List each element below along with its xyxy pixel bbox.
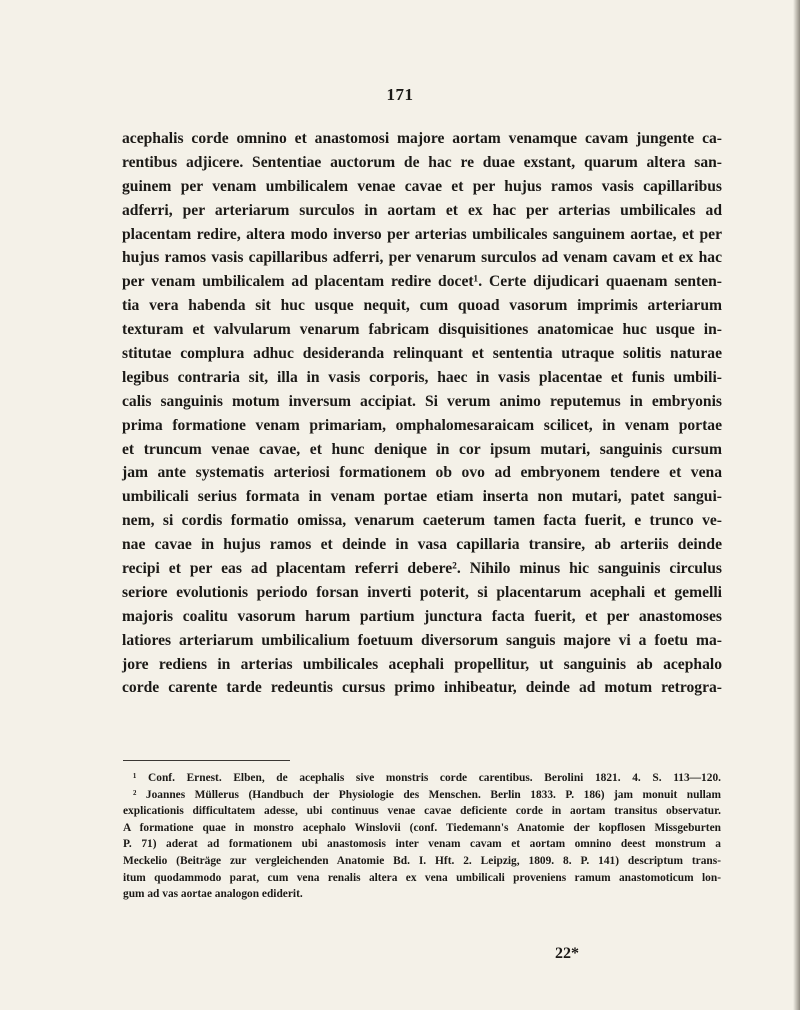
body-line: seriore evolutionis periodo forsan inverti poterit, si placentarum acephali et gemelli xyxy=(122,583,722,601)
footnote-line: gum ad vas aortae analogon ediderit. xyxy=(123,888,303,901)
page-edge-shadow xyxy=(793,0,800,1010)
body-line: jam ante systematis arteriosi formationem ob ovo ad embryonem tendere et vena xyxy=(122,464,722,482)
body-line: prima formatione venam primariam, omphalomesaraicam scilicet, in venam portae xyxy=(122,416,722,434)
footnote-line: itum quodammodo parat, cum vena renalis altera ex vena umbilicali proveniens ramum anastomoticum lon- xyxy=(123,871,721,884)
body-line: hujus ramos vasis capillaribus adferri, per venarum surculos ad venam cavam et ex hac xyxy=(122,249,722,267)
body-line: per venam umbilicalem ad placentam redire docet¹. Certe dijudicari quaenam senten- xyxy=(122,273,722,291)
body-line: texturam et valvularum venarum fabricam disquisitiones anatomicae huc usque in- xyxy=(122,321,722,339)
body-line: adferri, per arteriarum surculos in aortam et ex hac per arterias umbilicales ad xyxy=(122,201,722,219)
body-line: acephalis corde omnino et anastomosi majore aortam venamque cavam jungente ca- xyxy=(122,130,722,147)
footnote-line: ¹ Conf. Ernest. Elben, de acephalis sive monstris corde carentibus. Berolini 1821. 4. S. 113—120. xyxy=(133,772,721,784)
footnote-line: P. 71) aderat ad formationem ubi anastomosis inter venam cavam et aortam omnino deest monstrum a xyxy=(123,838,721,851)
body-line: et truncum venae cavae, et hunc denique in cor ipsum mutari, sanguinis cursum xyxy=(122,440,722,458)
body-line: nae cavae in hujus ramos et deinde in vasa capillaria transire, ab arteriis deinde xyxy=(122,536,722,554)
body-line: corde carente tarde redeuntis cursus primo inhibeatur, deinde ad motum retrogra- xyxy=(122,679,722,697)
body-line: legibus contraria sit, illa in vasis corporis, haec in vasis placentae et funis umbili- xyxy=(122,368,722,386)
body-line: placentam redire, altera modo inverso per arterias umbilicales sanguinem aortae, et per xyxy=(122,225,722,243)
page-number: 171 xyxy=(386,85,414,104)
body-line: tia vera habenda sit huc usque nequit, cum quoad vasorum imprimis arteriarum xyxy=(122,297,722,315)
footnotes xyxy=(123,770,721,903)
body-line: majoris coalitu vasorum harum partium junctura facta fuerit, et per anastomoses xyxy=(122,607,722,625)
body-text xyxy=(122,127,722,700)
footnote-line: explicationis difficultatem adesse, ubi continuus venae cavae deficiente corde in aortam transitus observatur. xyxy=(123,805,721,818)
footnote-line: ² Joannes Müllerus (Handbuch der Physiologie des Menschen. Berlin 1833. P. 186) jam monuit nullam xyxy=(133,788,721,801)
body-line: nem, si cordis formatio omissa, venarum caeterum tamen facta fuerit, e trunco ve- xyxy=(122,512,722,530)
body-line: jore rediens in arterias umbilicales acephali propellitur, ut sanguinis ab acephalo xyxy=(122,655,722,673)
body-line: umbilicali serius formata in venam portae etiam inserta non mutari, patet sangui- xyxy=(122,488,722,506)
footnote-line: A formatione quae in monstro acephalo Winslovii (conf. Tiedemann's Anatomie der kopflosen Missgeburten xyxy=(123,821,721,834)
body-line: calis sanguinis motum inversum accipiat. Si verum animo reputemus in embryonis xyxy=(122,392,722,410)
body-line: stitutae complura adhuc desideranda relinquant et sententia utraque solitis naturae xyxy=(122,345,722,363)
body-line: recipi et per eas ad placentam referri debere². Nihilo minus hic sanguinis circulus xyxy=(122,560,722,578)
body-line: latiores arteriarum umbilicalium foetuum diversorum sanguis majore vi a foetu ma- xyxy=(122,631,722,649)
body-line: guinem per venam umbilicalem venae cavae et per hujus ramos vasis capillaribus xyxy=(122,177,722,195)
body-line: rentibus adjicere. Sententiae auctorum de hac re duae exstant, quarum altera san- xyxy=(122,153,722,171)
signature-mark: 22* xyxy=(555,945,579,962)
footnote-divider xyxy=(123,760,290,761)
footnote-line: Meckelio (Beiträge zur vergleichenden Anatomie Bd. I. Hft. 2. Leipzig, 1809. 8. P. 141) descriptum trans- xyxy=(123,854,721,867)
